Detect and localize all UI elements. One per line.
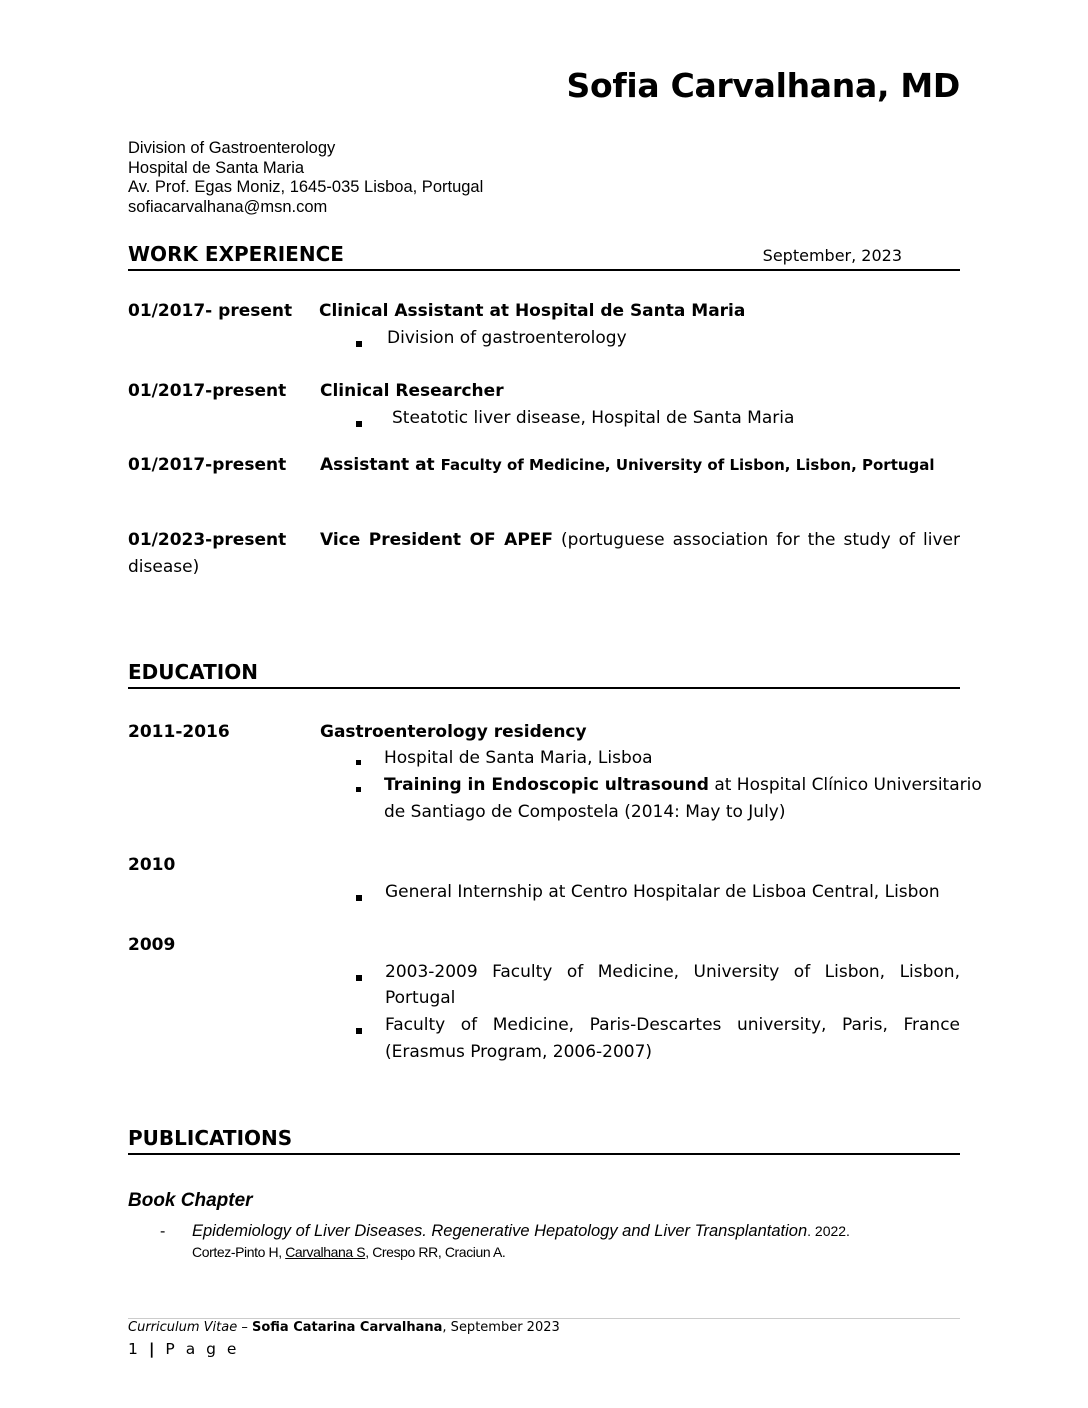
footer-divider xyxy=(128,1318,960,1319)
footer-date: , September 2023 xyxy=(442,1320,560,1335)
edu-title: Gastroenterology residency xyxy=(320,722,587,742)
footer-text xyxy=(128,1320,560,1335)
author-list-c: , Crespo RR, Craciun A. xyxy=(365,1244,506,1260)
work-role xyxy=(320,530,960,550)
work-role: Clinical Assistant at Hospital de Santa Maria xyxy=(319,301,746,321)
address-line: Division of Gastroenterology xyxy=(128,139,336,157)
edu-detail-cont: de Santiago de Compostela (2014: May to July) xyxy=(384,802,786,822)
contact-address xyxy=(128,139,483,217)
edu-date: 2011-2016 xyxy=(128,722,230,742)
work-role-title: Vice President OF APEF xyxy=(320,530,554,550)
edu-detail-bold: Training in Endoscopic ultrasound xyxy=(384,775,709,795)
edu-detail: General Internship at Centro Hospitalar de Lisboa Central, Lisbon xyxy=(385,882,940,902)
bullet-icon xyxy=(356,975,362,981)
work-detail: Steatotic liver disease, Hospital de Santa Maria xyxy=(392,408,795,428)
section-heading-education: EDUCATION xyxy=(128,660,960,689)
work-date: 01/2017- present xyxy=(128,301,293,321)
work-detail: Division of gastroenterology xyxy=(387,328,627,348)
page-num: 1 xyxy=(128,1340,141,1358)
bullet-icon xyxy=(356,787,361,792)
publication-title-text: Epidemiology of Liver Diseases. Regenerative Hepatology and Liver Transplantation xyxy=(192,1222,808,1240)
publication-title xyxy=(192,1222,850,1241)
address-line: Hospital de Santa Maria xyxy=(128,158,305,177)
edu-detail xyxy=(384,775,982,795)
bullet-icon xyxy=(356,1028,362,1034)
footer-cv: Curriculum Vitae xyxy=(128,1320,238,1335)
edu-date: 2010 xyxy=(128,855,176,875)
edu-date: 2009 xyxy=(128,935,176,955)
work-date: 01/2023-present xyxy=(128,530,287,550)
section-title: WORK EXPERIENCE xyxy=(128,242,344,266)
bullet-icon xyxy=(356,760,361,765)
bullet-icon xyxy=(356,341,362,347)
work-role-desc-cont: disease) xyxy=(128,557,200,577)
work-role-b: Faculty of Medicine, University of Lisbon, Lisbon, Portugal xyxy=(440,456,935,474)
email: sofiacarvalhana@msn.com xyxy=(128,197,328,216)
work-date: 01/2017-present xyxy=(128,381,287,401)
bullet-icon xyxy=(356,895,362,901)
author-list-a: Cortez-Pinto H, xyxy=(192,1244,282,1260)
edu-detail: Hospital de Santa Maria, Lisboa xyxy=(384,748,653,768)
section-heading-publications: PUBLICATIONS xyxy=(128,1126,960,1155)
work-role xyxy=(320,455,935,475)
page-word: P a g e xyxy=(165,1340,240,1358)
edu-detail: 2003-2009 Faculty of Medicine, University of Lisbon, Lisbon, xyxy=(385,962,960,982)
page-number xyxy=(128,1340,239,1358)
edu-detail-rest: at Hospital Clínico Universitario xyxy=(714,775,982,795)
work-role-desc: (portuguese association for the study of liver xyxy=(561,530,961,550)
edu-detail-cont: Portugal xyxy=(385,988,456,1008)
cv-name: Sofia Carvalhana, MD xyxy=(566,66,960,105)
edu-detail-cont: (Erasmus Program, 2006-2007) xyxy=(385,1042,653,1062)
cv-date: September, 2023 xyxy=(762,246,902,265)
page-separator: | xyxy=(148,1340,158,1358)
work-role: Clinical Researcher xyxy=(320,381,504,401)
publication-authors xyxy=(192,1244,505,1260)
section-heading-work xyxy=(128,242,960,271)
author-highlight: Carvalhana S xyxy=(285,1244,366,1260)
publication-year: . 2022. xyxy=(807,1223,850,1239)
dash-icon: - xyxy=(160,1223,166,1240)
work-role-a: Assistant at xyxy=(320,455,435,475)
footer-dash: – xyxy=(237,1320,252,1335)
footer-name: Sofia Catarina Carvalhana xyxy=(251,1320,443,1335)
publication-subheading: Book Chapter xyxy=(128,1190,253,1211)
address-line: Av. Prof. Egas Moniz, 1645-035 Lisboa, Portugal xyxy=(128,178,484,196)
bullet-icon xyxy=(356,421,362,427)
work-date: 01/2017-present xyxy=(128,455,287,475)
edu-detail: Faculty of Medicine, Paris-Descartes university, Paris, France xyxy=(385,1015,960,1035)
